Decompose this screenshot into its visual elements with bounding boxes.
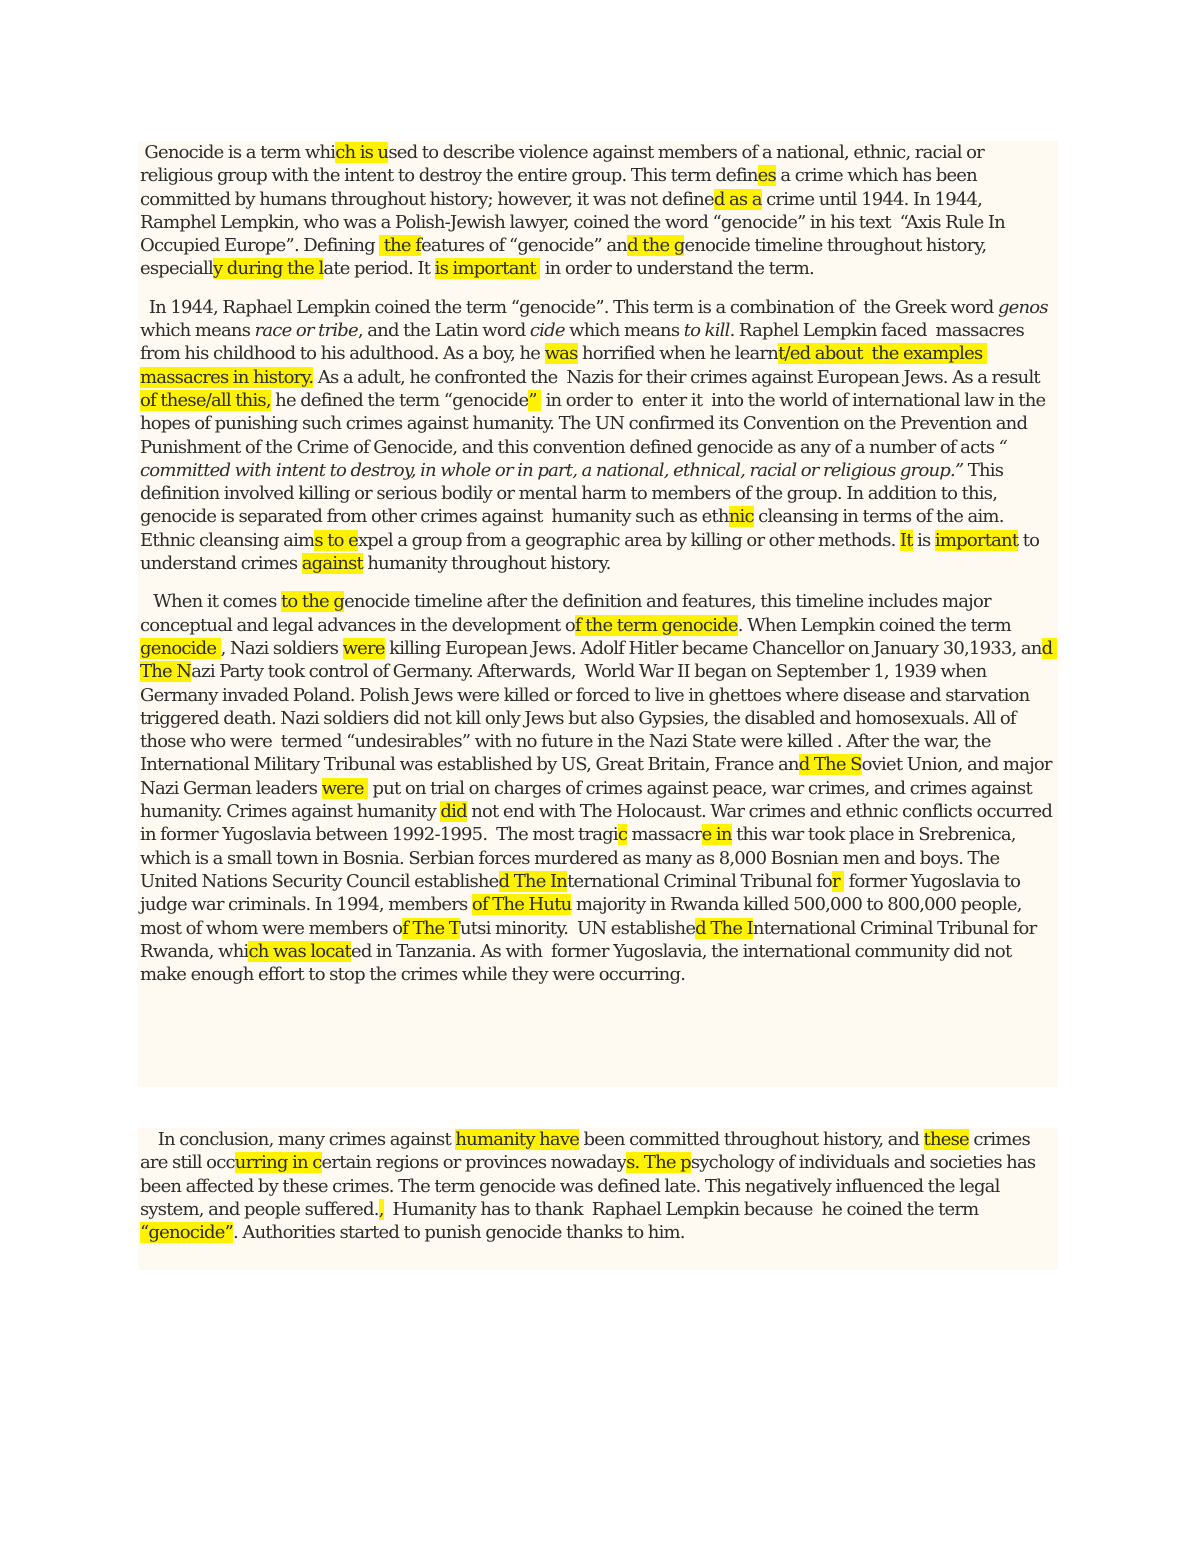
text-run: xpel a group from a geographic area by killing or other methods. [357, 529, 900, 551]
text-run: sychology of individuals and societies has been affected by these crimes. The term genocide was defined late. This negatively influenced the legal system, and people suffered. [140, 1152, 1040, 1220]
text-block-main [138, 141, 1058, 1087]
highlighted-text: e in [701, 824, 732, 846]
highlighted-text: d as a [713, 188, 762, 210]
text-run: eatures of “genocide” an [421, 235, 628, 257]
text-run: which means [564, 320, 684, 342]
highlighted-text: d The I [695, 917, 753, 939]
text-run: killing European Jews. Adolf Hitler became Chancellor on January 30,1933, an [384, 637, 1042, 659]
text-run: . Raphel Lempkin faced massacres from his childhood to his adulthood. As a boy, he [140, 320, 1029, 365]
text-run: ternational Criminal Tribunal fo [567, 870, 832, 892]
italic-text: “ committed with intent to destroy, in whole or in part, a national, ethnical, racial or religious group.” [140, 436, 1012, 481]
text-run: When it comes [140, 591, 281, 613]
text-run: . Authorities started to punish genocide thanks to him. [233, 1222, 685, 1244]
text-run: enocide timeline after the definition and features, this timeline includes major conceptual and legal advances in the development o [140, 591, 996, 636]
text-run: , and the Latin word [357, 320, 530, 342]
text-run: cleansing in terms of the aim. Ethnic cleansing aim [140, 506, 1013, 551]
italic-text: to kill [683, 320, 730, 342]
highlighted-text: nic [728, 506, 754, 528]
highlighted-text: t/ed about the examples massacres in history. [140, 343, 987, 388]
text-run: This definition involved killing or serious bodily or mental harm to members of the group. In addition to this, genocide is separated from other crimes against humanity such as eth [140, 459, 1008, 528]
text-run: majority in Rwanda killed 500,000 to 800,000 people, most of whom were members o [140, 894, 1027, 939]
highlighted-text: ch is u [335, 142, 389, 163]
highlighted-text: ch was locat [248, 940, 351, 962]
text-run: In 1944, Raphael Lempkin coined the term “genocide”. This term is a combination of the Greek word [140, 296, 998, 318]
highlighted-text: to the g [280, 591, 345, 613]
text-run: crime until 1944. In 1944, Ramphel Lempkin, who was a Polish-Jewish lawyer, coined the word “genocide” in his text “Axis Rule In Occupied Europe”. Defining [140, 188, 1010, 257]
highlighted-text: d the g [627, 235, 685, 257]
highlighted-text: d The S [798, 754, 862, 776]
highlighted-text: y during the l [212, 258, 324, 280]
highlighted-text: humanity have [455, 1129, 580, 1150]
text-run: which means [140, 296, 1053, 342]
highlighted-text: c [617, 824, 628, 846]
highlighted-text: did [440, 801, 467, 823]
text-run: to understand crimes [140, 529, 1044, 575]
text-run: Genocide is a term whi [140, 142, 336, 163]
text-run: in order to understand the term. [540, 258, 814, 280]
highlighted-text: of The Hutu [471, 894, 572, 916]
highlighted-text: genocide [140, 637, 221, 659]
italic-text: cide [529, 320, 565, 342]
italic-text: genos [997, 296, 1048, 318]
paragraph-timeline [140, 590, 1056, 986]
italic-text: race or tribe [254, 320, 358, 342]
text-run: oviet Union, and major Nazi German leaders [140, 754, 1057, 799]
highlighted-text: f the term genocide [574, 614, 738, 636]
text-run: he defined the term “genocide [270, 389, 529, 411]
highlighted-text: s to e [314, 529, 358, 551]
text-run: a crime which has been committed by humans throughout history; however, it was not define [140, 165, 982, 210]
highlighted-text: es [757, 165, 776, 187]
text-run: azi Party took control of Germany. Afterwards, World War II began on September 1, 1939 when Germany invaded Poland. Polish Jews were killed or forced to live in ghettoes where disease and starvation triggered death. Nazi soldiers did not kill only Jews but also Gypsies, the disabled and homosexuals. All of those who were termed “undesirables” with no future in the Nazi State were killed . After the war, the International Military Tribunal was established by US, Great Britain, France an [140, 661, 1034, 776]
text-run: utsi minority. UN establishe [460, 917, 696, 939]
highlighted-text: “genocide” [140, 1222, 234, 1244]
text-run: ed in Tanzania. As with former Yugoslavia, the international community did not make enough effort to stop the crimes while they were occurring. [140, 940, 1016, 986]
text-run: As a adult, he confronted the Nazis for their crimes against European Jews. As a result [313, 366, 1045, 388]
highlighted-text: d The In [498, 870, 568, 892]
text-run: ate period. It [323, 258, 435, 280]
text-run: horrified when he learn [577, 343, 779, 365]
text-run: nternational Criminal Tribunal for Rwanda, whi [140, 917, 1041, 962]
text-run: humanity throughout history. [362, 553, 611, 575]
text-run: In conclusion, many crimes against [140, 1129, 456, 1150]
text-run: sed to describe violence against members of a national, ethnic, racial or religious group with the intent to destroy the entire group. This term defin [140, 142, 989, 187]
highlighted-text: r [831, 870, 845, 892]
highlighted-text: It [899, 529, 913, 551]
text-run: , Nazi soldiers [220, 637, 343, 659]
highlighted-text: f The T [402, 917, 461, 939]
highlighted-text: were [321, 777, 369, 799]
text-run: put on trial on charges of crimes against peace, war crimes, and crimes against humanity. Crimes against humanity [140, 777, 1037, 823]
text-run: ertain regions or provinces nowaday [321, 1152, 627, 1174]
highlighted-text: ” [528, 389, 542, 411]
text-run: massacr [627, 824, 702, 846]
highlighted-text: important [934, 529, 1019, 551]
highlighted-text: these [923, 1129, 969, 1150]
text-run: not end with The Holocaust. War crimes and ethnic conflicts occurred in former Yugoslavia between 1992-1995. The most tragi [140, 801, 1057, 846]
paragraph-definition [140, 296, 1056, 576]
text-run: Humanity has to thank Raphael Lempkin because he coined the term [383, 1198, 983, 1220]
highlighted-text: d The N [140, 637, 1057, 683]
highlighted-text: of these/all this, [140, 389, 271, 411]
text-block-conclusion [138, 1128, 1058, 1270]
text-run: been committed throughout history, and [579, 1129, 924, 1150]
highlighted-text: , [378, 1198, 384, 1220]
highlighted-text: urring in c [234, 1152, 322, 1174]
highlighted-text: s. The p [626, 1152, 691, 1174]
highlighted-text: is important [434, 258, 541, 280]
text-run: in order to enter it into the world of international law in the hopes of punishing such crimes against humanity. The UN confirmed its Convention on the Prevention and Punishment of the Crime of Genocide, and this convention defined genocide as any of a number of acts [140, 389, 1050, 458]
highlighted-text: the f [379, 235, 422, 257]
highlighted-text: against [301, 553, 363, 575]
text-run: is [912, 529, 935, 551]
text-run: former Yugoslavia to judge war criminals. In 1994, members [140, 870, 1025, 916]
highlighted-text: was [544, 343, 578, 365]
highlighted-text: were [342, 637, 385, 659]
text-run: . When Lempkin coined the term [737, 614, 1016, 636]
paragraph-conclusion [140, 1128, 1056, 1244]
text-run: this war took place in Srebrenica, which is a small town in Bosnia. Serbian forces murdered as many as 8,000 Bosnian men and boys. The United Nations Security Council establishe [140, 824, 1021, 892]
paragraph-intro [140, 141, 1056, 281]
text-run: crimes are still occ [140, 1129, 1035, 1174]
text-run: enocide timeline throughout history, especiall [140, 235, 991, 280]
